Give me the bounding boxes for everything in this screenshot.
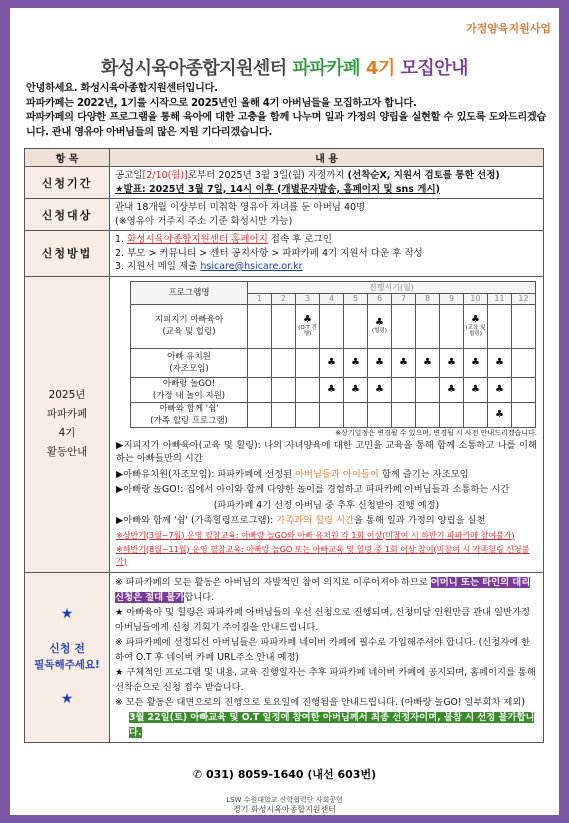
title-program: 파파카페 [292, 58, 361, 79]
schedule-mark-icon: ♣ [464, 348, 488, 377]
method-content: 1. 화성시육아종합지원센터 홈페이지 접속 후 로그인 2. 부모 > 커뮤니티 > 센터 공지사항 > 파파카페 4기 지원서 다운 후 작성 3. 지원서 메일 제출 hsicare@hsicare.or.kr [110, 231, 544, 277]
month-header: 10 [464, 293, 488, 304]
footer: LSW 수원대학교 산학협력단 사회공헌 경기 화성시육아종합지원센터 [226, 796, 343, 814]
desc-item: (파파카페 4기 선정 아버님 중 추후 신청받아 진행 예정) [213, 499, 440, 511]
notice-item: 3월 22일(토) 아빠교육 및 O.T 일정에 참여한 아버님께서 최종 선정자이며, 불참 시 선정 불가합니다. [129, 711, 535, 738]
email-link[interactable]: hsicare@hsicare.or.kr [200, 261, 303, 272]
prog-name-3: 아빠랑 놀GO! (가정 내 놀이 지원) [131, 377, 248, 402]
label-target: 신청대상 [25, 199, 110, 231]
schedule-mark-icon: ♣ [440, 348, 464, 377]
month-header: 8 [416, 293, 440, 304]
notice-item: ★ 아빠육아 및 힐링은 파파카페 아버님들의 우선 신청으로 진행되며, 신청미달 인원만큼 관내 일반가정 아버님들에게 신청 기회가 주어짐을 안내드립니다. [115, 606, 530, 633]
contact-phone: ✆ 031) 8059-1640 (내선 603번) [192, 768, 377, 781]
label-notice: ★ 신청 전 필독해주세요! ★ [25, 572, 110, 742]
schedule-mark-icon: ♣ [375, 317, 384, 328]
star-icon: ★ [60, 606, 74, 622]
month-header: 9 [440, 293, 464, 304]
schedule-mark-icon: ♣ [464, 377, 488, 402]
desc-item: ▶아빠유치원(자조모임): 파파카페에 선정된 아버님들과 아이들이 함께 즐기는 자조모임 [116, 468, 469, 480]
month-header: 6 [368, 293, 392, 304]
label-activity: 2025년 파파카페 4기 활동안내 [25, 276, 110, 572]
schedule-mark-icon: ♣ [416, 348, 440, 377]
schedule-mark-icon: ♣ [392, 348, 416, 377]
title-recruit: 모집안내 [400, 58, 469, 79]
page-title [10, 54, 559, 80]
schedule-mark-icon: ♣ [320, 377, 344, 402]
desc-item: ▶지피지기 아빠육아(교육 및 힐링): 나의 자녀양육에 대한 고민을 교육을 통해 함께 소통하고 나를 이해하는 아빠들만의 시간 [116, 439, 537, 464]
schedule-note: ※상기일정은 변경될 수 있으며, 변경될 시 사전 안내드리겠습니다. [335, 428, 537, 437]
label-method: 신청방법 [25, 231, 110, 277]
star-icon: ★ [60, 691, 74, 707]
notice-date: [2/10(월)] [142, 170, 188, 181]
required-note-1: ※상반기(3월~7월) 운영 필참교육: 아빠랑 놀GO와 아빠 유치원 각 1회 이상(미참여 시 하반기 파파카페 참여불가) [116, 530, 515, 540]
schedule-mark-icon: ♣ [303, 314, 312, 325]
notice-item: ★ 구체적인 프로그램 및 내용, 교육 진행일자는 추후 파파카페 네이버 카페에 공지되며, 홈페이지를 통해 선착순으로 신청 접수 받습니다. [115, 666, 536, 693]
title-center: 화성시육아종합지원센터 [100, 58, 287, 79]
prog-period-header: 진행시기(월) [248, 281, 536, 293]
prog-header: 프로그램명 [131, 281, 248, 304]
announcement-date: ★발표: 2025년 3월 7일, 14시 이후 (개별문자발송, 홈페이지 및 sns 게시) [115, 183, 440, 195]
activity-content [110, 276, 544, 572]
corner-tag: 가정양육지원사업 [465, 22, 551, 35]
target-content: 관내 18개월 이상부터 미취학 영유아 자녀를 둔 아버님 40명 (※영유아 거주지 주소 기준 화성시만 가능) [110, 199, 544, 231]
prog-name-2: 아빠 유치원 (자조모임) [131, 348, 248, 377]
schedule-mark-icon: ♣ [320, 348, 344, 377]
month-header: 7 [392, 293, 416, 304]
schedule-mark-icon: ♣ [488, 348, 512, 377]
schedule-mark-icon: ♣ [368, 348, 392, 377]
notice-item: ※ 모든 활동은 대면으로의 진행으로 토요일에 진행됨을 안내드립니다. (아빠랑 놀GO! 일부회차 제외) [115, 696, 526, 708]
month-header: 4 [320, 293, 344, 304]
month-header: 3 [296, 293, 320, 304]
prog-name-1: 지피지기 아빠육아 (교육 및 힐링) [131, 304, 248, 348]
col-header-content: 내 용 [110, 149, 544, 167]
prog-name-4: 아빠와 함께 '쉼' (가족 힐링 프로그램) [131, 402, 248, 427]
program-schedule: 프로그램명 진행시기(월) 1 2 3 4 5 6 7 8 9 10 11 12 지피지기 아빠육아 (교육 및 힐링) ♣ (O·T 진행) ♣ (힐링) ♣ (교육 및 힐링) 아빠 유치원 (자조모임) ♣ ♣ ♣ ♣ ♣ ♣ ♣ ♣ 아빠랑 놀GO! (가정 내 놀이 지원) ♣ ♣ ♣ ♣ ♣ ♣ 아빠와 함께 '쉼' (가족 힐링 프로그램) ♣ [130, 281, 536, 428]
required-note-2: ※하반기(8월~11월) 운영 필참교육: 아빠랑 놀GO 또는 아빠교육 및 힐링 중 1회 이상 참여(미참여 시 가족힐링 신청불가) [116, 544, 530, 566]
month-header: 2 [272, 293, 296, 304]
intro-text [26, 82, 546, 140]
schedule-mark-icon: ♣ [368, 377, 392, 402]
schedule-mark-icon: ♣ [344, 348, 368, 377]
schedule-mark-icon: ♣ [344, 377, 368, 402]
schedule-mark-icon: ♣ [488, 402, 512, 427]
desc-item: ▶아빠랑 놀GO!: 집에서 아이와 함께 다양한 놀이를 경험하고 파파카페 아버님들과 소통하는 시간 [116, 484, 510, 495]
notice-item: ※ 파파카페의 모든 활동은 아버님의 자발적인 참여 의지로 이루어져야 하므로 어머니 또는 타인의 대리 신청은 절대 불가합니다. [115, 576, 531, 603]
notice-content [110, 572, 544, 742]
month-header: 12 [512, 293, 536, 304]
label-period: 신청기간 [25, 167, 110, 199]
col-header-item: 항 목 [25, 149, 110, 167]
intro-line: 파파카페의 다양한 프로그램을 통해 육아에 대한 고충을 함께 나누며 일과 가정의 양립을 실현할 수 있도록 도와드리겠습니다. 관내 영유아 아버님들의 많은 지원 기다리겠습니다. [26, 112, 546, 138]
info-table [24, 148, 544, 743]
month-header: 5 [344, 293, 368, 304]
phone-icon: ✆ [192, 768, 206, 781]
desc-item: ▶아빠와 함께 '쉼' (가족힐링프로그램): 가족과의 힐링 시간을 통해 일과 가정의 양립을 실천 [116, 515, 486, 526]
period-content: 공고일[2/10(월)]로부터 2025년 3월 3일(월) 자정까지 (선착순X, 지원서 검토를 통한 선정) ★발표: 2025년 3월 7일, 14시 이후 (개별문자발송, 홈페이지 및 sns 게시) [110, 167, 544, 199]
schedule-mark-icon: ♣ [488, 377, 512, 402]
month-header: 1 [248, 293, 272, 304]
intro-line: 안녕하세요. 화성시육아종합지원센터입니다. [26, 83, 218, 94]
month-header: 11 [488, 293, 512, 304]
schedule-mark-icon: ♣ [440, 377, 464, 402]
poster [10, 8, 559, 815]
schedule-mark-icon: ♣ [471, 314, 480, 325]
title-cohort: 4기 [365, 58, 395, 79]
homepage-link[interactable]: 화성시육아종합지원센터 홈페이지 [127, 234, 268, 245]
intro-line: 파파카페는 2022년, 1기를 시작으로 2025년인 올해 4기 아버님들을 모집하고자 합니다. [26, 97, 417, 109]
notice-item: ※ 파파카페에 선정되신 아버님들은 파파카페 네이버 카페에 필수로 가입해주셔야 합니다. (신청자에 한하여 O.T 후 네이버 카페 URL주소 안내 예정) [115, 636, 531, 663]
